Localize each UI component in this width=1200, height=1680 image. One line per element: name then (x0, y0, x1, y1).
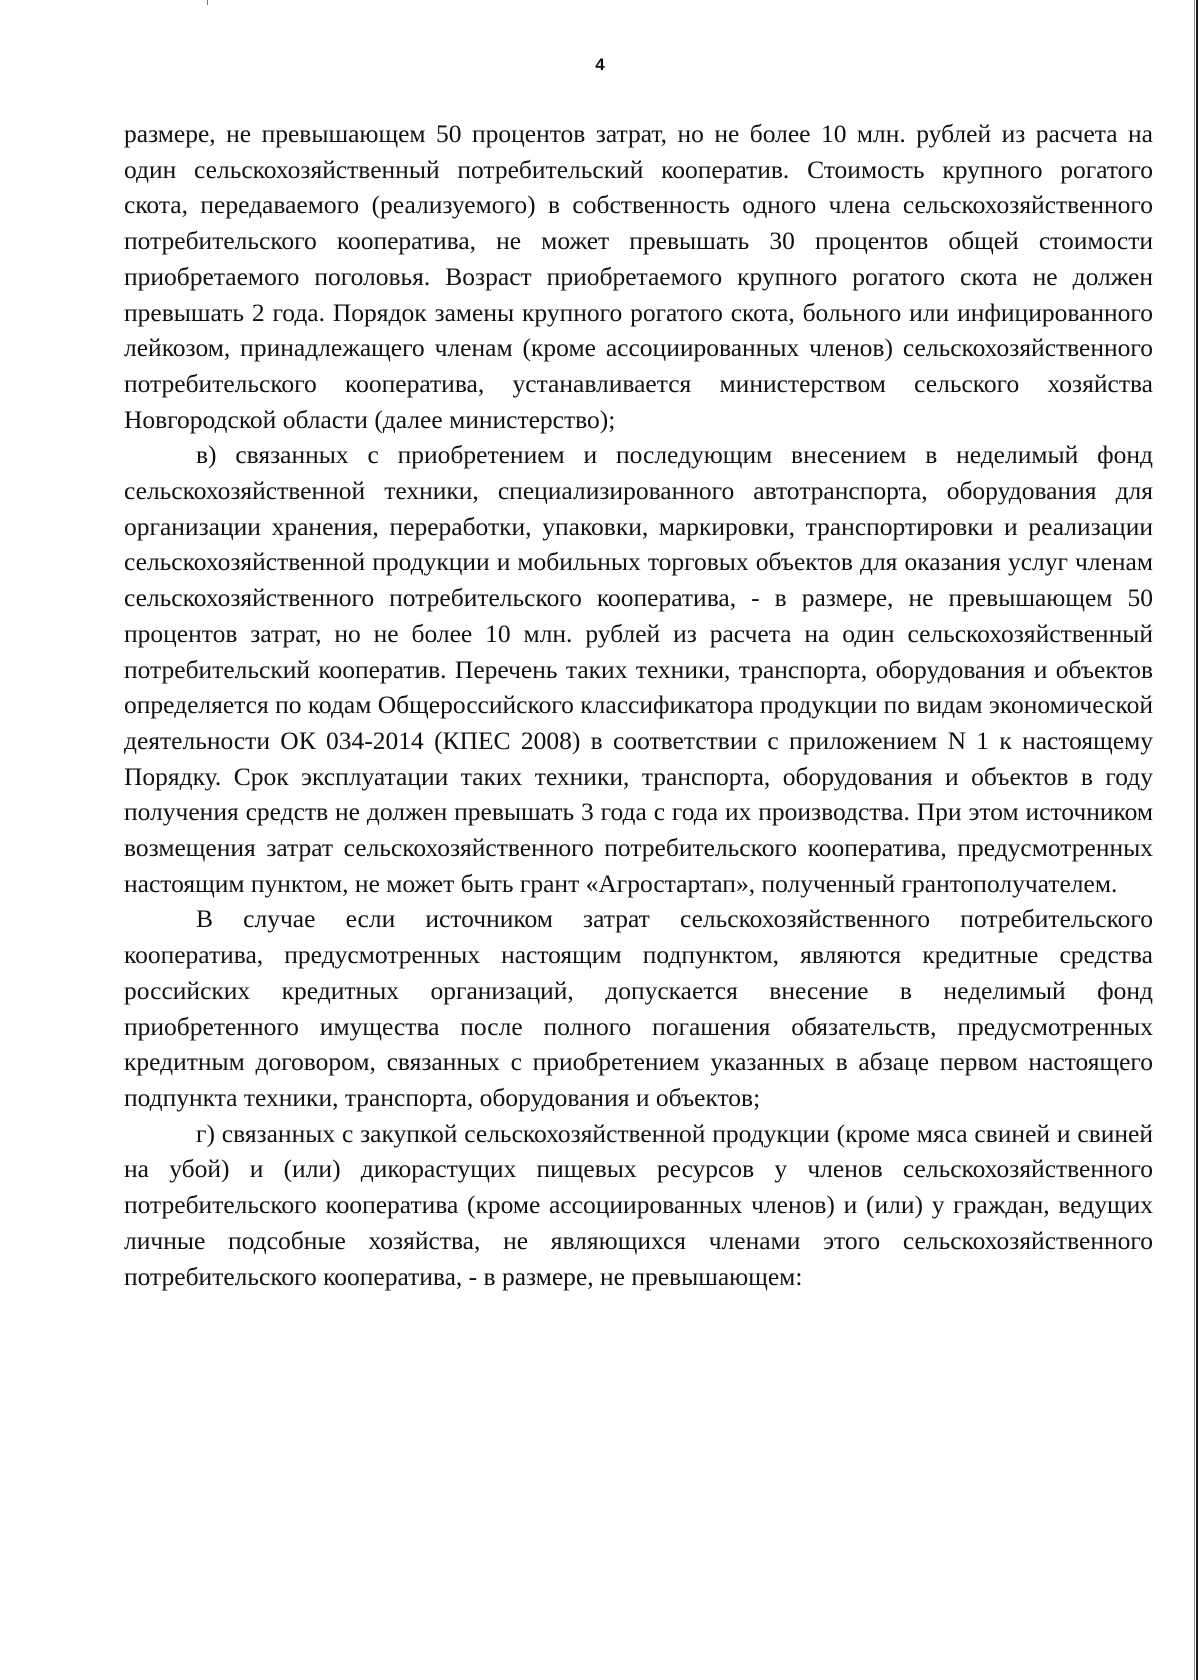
paragraph-item-v: в) связанных с приобретением и последующим внесением в неделимый фонд сельскохозяйственной техники, специализированного автотранспорта, оборудования для организации хранения, переработки, упаковки, маркировки, транспортировки и реализации сельскохозяйственной продукции и мобильных торговых объектов для оказания услуг членам сельскохозяйственного потребительского кооператива, - в размере, не превышающем 50 процентов затрат, но не более 10 млн. рублей из расчета на один сельскохозяйственный потребительский кооператив. Перечень таких техники, транспорта, оборудования и объектов определяется по кодам Общероссийского классификатора продукции по видам экономической деятельности ОК 034-2014 (КПЕС 2008) в соответствии с приложением N 1 к настоящему Порядку. Срок эксплуатации таких техники, транспорта, оборудования и объектов в году получения средств не должен превышать 3 года с года их производства. При этом источником возмещения затрат сельскохозяйственного потребительского кооператива, предусмотренных настоящим пунктом, не может быть грант «Агростартап», полученный грантополучателем. (124, 440, 1153, 898)
paragraph-credit-case: В случае если источником затрат сельскохозяйственного потребительского кооператива, предусмотренных настоящим подпунктом, являются кредитные средства российских кредитных организаций, допускается внесение в неделимый фонд приобретенного имущества после полного погашения обязательств, предусмотренных кредитным договором, связанных с приобретением указанных в абзаце первом настоящего подпункта техники, транспорта, оборудования и объектов; (124, 904, 1153, 1112)
page-number: 4 (595, 55, 605, 74)
scan-artifact (207, 0, 208, 5)
scan-edge-line (1196, 0, 1198, 1680)
paragraph-continuation: размере, не превышающем 50 процентов затрат, но не более 10 млн. рублей из расчета на один сельскохозяйственный потребительский кооператив. Стоимость крупного рогатого скота, передаваемого (реализуемого) в собственность одного члена сельскохозяйственного потребительского кооператива, не может превышать 30 процентов общей стоимости приобретаемого поголовья. Возраст приобретаемого крупного рогатого скота не должен превышать 2 года. Порядок замены крупного рогатого скота, больного или инфицированного лейкозом, принадлежащего членам (кроме ассоциированных членов) сельскохозяйственного потребительского кооператива, устанавливается министерством сельского хозяйства Новгородской области (далее министерство); (124, 119, 1153, 434)
document-body (124, 116, 1153, 1294)
paragraph-item-g: г) связанных с закупкой сельскохозяйственной продукции (кроме мяса свиней и свиней на убой) и (или) дикорастущих пищевых ресурсов у членов сельскохозяйственного потребительского кооператива (кроме ассоциированных членов) и (или) у граждан, ведущих личные подсобные хозяйства, не являющихся членами этого сельскохозяйственного потребительского кооператива, - в размере, не превышающем: (124, 1118, 1153, 1291)
scan-edge-shadow (1194, 0, 1195, 1680)
